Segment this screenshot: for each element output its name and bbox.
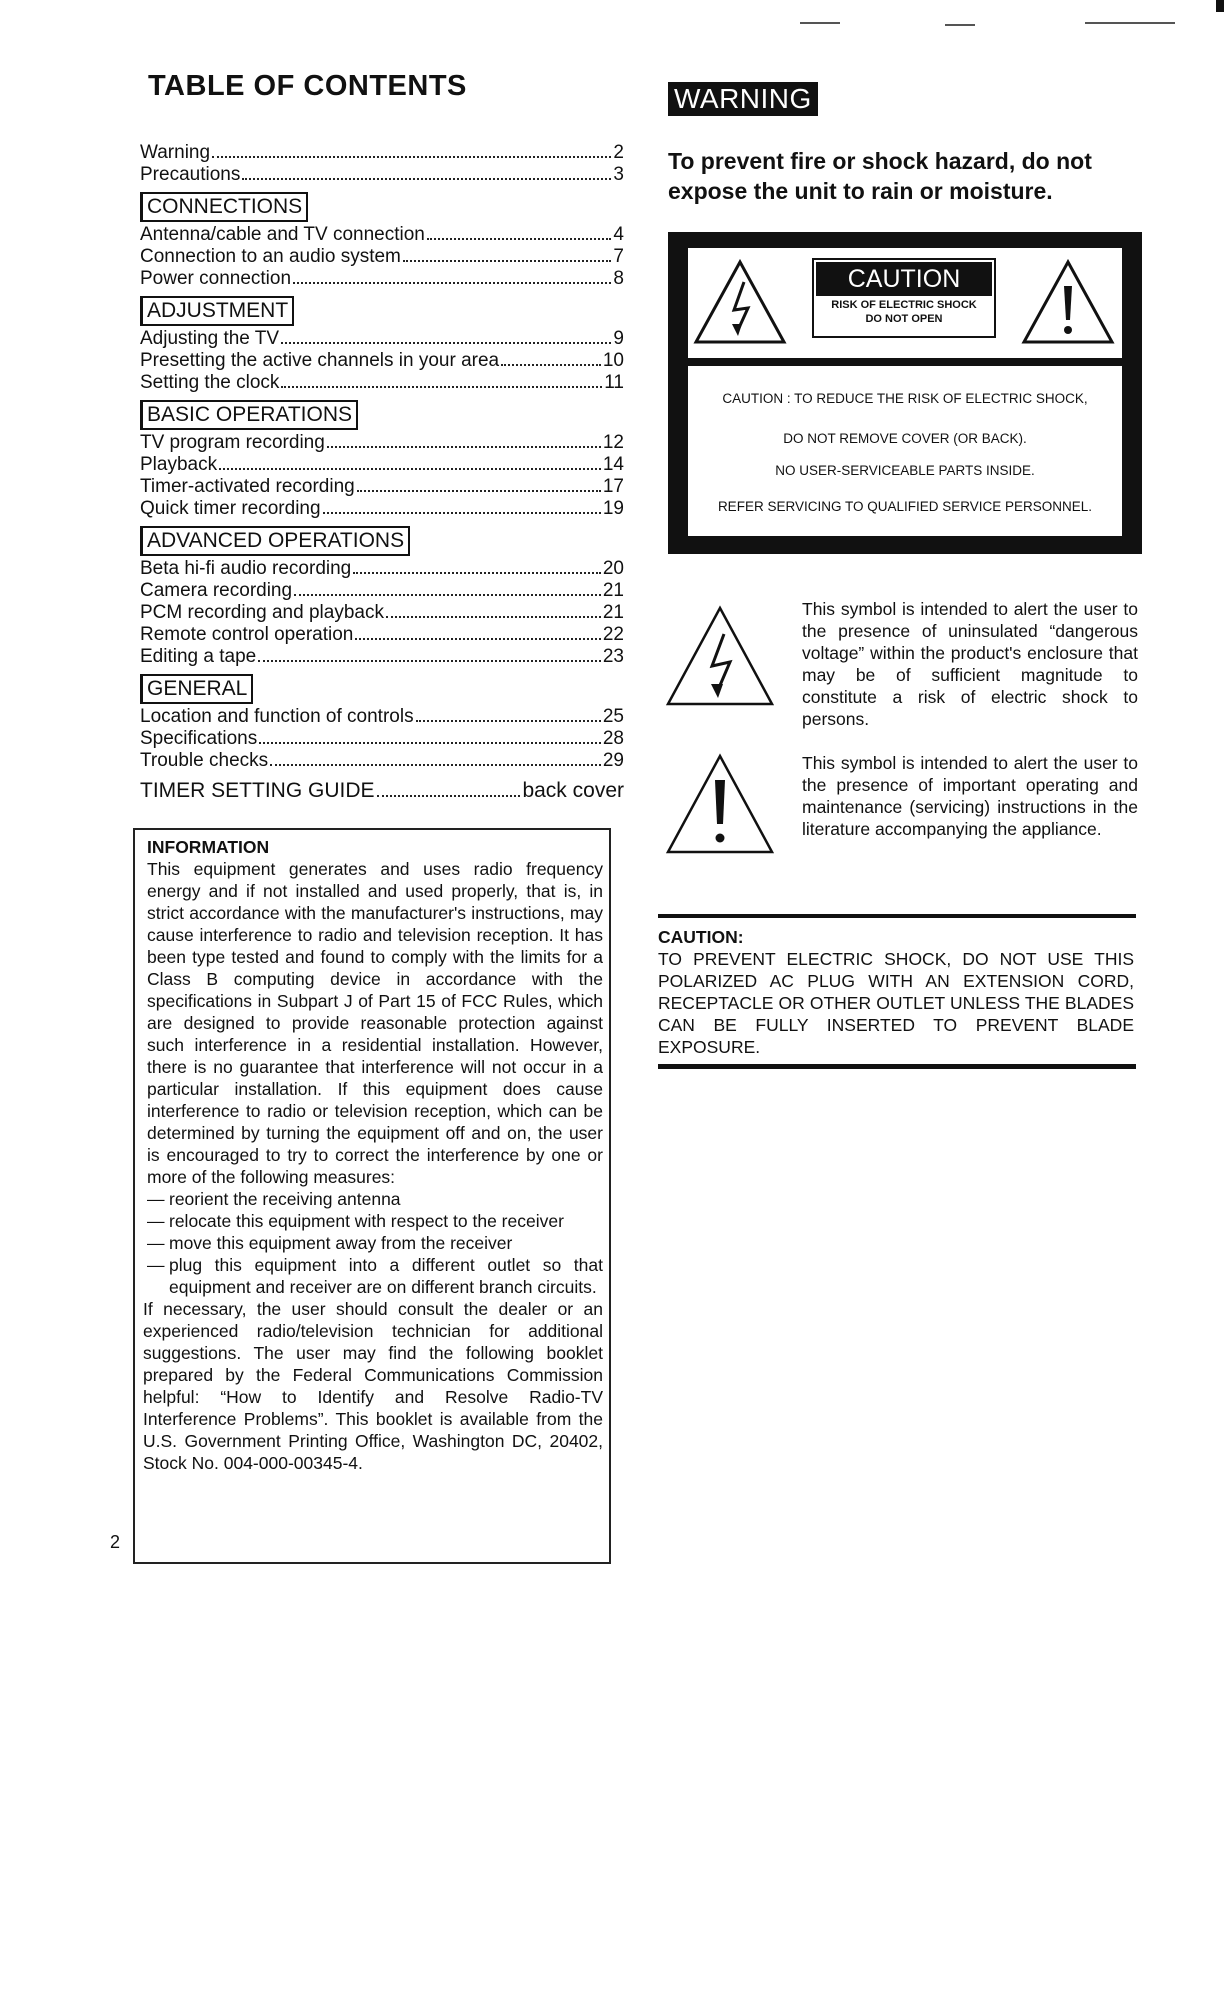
toc-entry-label: PCM recording and playback (140, 602, 384, 623)
toc-leader (386, 616, 601, 618)
toc-leader (242, 178, 611, 180)
divider (658, 914, 1136, 918)
toc-leader (327, 446, 601, 448)
toc-entry-label: TV program recording (140, 432, 325, 453)
toc-entry-page: 20 (602, 558, 624, 579)
toc-entry (140, 602, 624, 624)
warning-text: To prevent fire or shock hazard, do not expose the unit to rain or moisture. (668, 148, 1092, 204)
toc-entry-page: 21 (602, 580, 624, 601)
toc-section-heading: BASIC OPERATIONS (140, 400, 358, 430)
toc-leader (353, 572, 601, 574)
toc-entry-label: Setting the clock (140, 372, 280, 393)
toc-entry-page: 8 (613, 268, 624, 289)
toc-leader (259, 742, 601, 744)
measure-item (143, 1210, 603, 1232)
measure-text: plug this equipment into a different outlet so that equipment and receiver are on different branch circuits. (169, 1255, 603, 1297)
toc-entry (140, 224, 624, 246)
symbol1-text: This symbol is intended to alert the user to the presence of uninsulated “dangerous voltage” within the product's enclosure that may be of sufficient magnitude to constitute a risk of electric shock to persons. (802, 599, 1138, 729)
toc-entry-page: 19 (602, 498, 624, 519)
caution-line: CAUTION : TO REDUCE THE RISK OF ELECTRIC SHOCK, (722, 391, 1088, 406)
dash-bullet: — (147, 1255, 165, 1275)
caution-line: REFER SERVICING TO QUALIFIED SERVICE PERSONNEL. (717, 499, 1093, 514)
lightning-triangle-icon (692, 258, 788, 346)
toc-leader (403, 260, 612, 262)
measure-text: relocate this equipment with respect to the receiver (169, 1211, 564, 1231)
toc-leader (294, 594, 601, 596)
toc-entry-page: 21 (602, 602, 624, 623)
toc-entry-label: Quick timer recording (140, 498, 321, 519)
caution-plug-title: CAUTION: (658, 927, 744, 947)
table-of-contents (140, 142, 624, 804)
toc-entry (140, 646, 624, 668)
scan-mark (800, 22, 840, 24)
toc-entry-page: 14 (602, 454, 624, 475)
toc-entry (140, 750, 624, 772)
toc-entry (140, 432, 624, 454)
caution-label-line2: DO NOT OPEN (865, 313, 943, 325)
toc-entry-label: Antenna/cable and TV connection (140, 224, 425, 245)
toc-entry-label: Precautions (140, 164, 241, 185)
caution-line: DO NOT REMOVE COVER (OR BACK). (783, 431, 1027, 446)
caution-label-heading: CAUTION (816, 262, 992, 296)
page-number: 2 (110, 1532, 121, 1552)
scan-mark (1216, 0, 1224, 12)
caution-label-line1: RISK OF ELECTRIC SHOCK (831, 299, 977, 311)
toc-entry-page: 7 (613, 246, 624, 267)
lightning-triangle-icon (664, 604, 776, 708)
caution-text-panel (688, 366, 1122, 536)
toc-entry (140, 350, 624, 372)
toc-leader (270, 764, 601, 766)
toc-entry-label: Timer-activated recording (140, 476, 355, 497)
toc-entry (140, 268, 624, 290)
toc-entry (140, 454, 624, 476)
toc-entry-label: Camera recording (140, 580, 293, 601)
toc-entry-page: 17 (602, 476, 624, 497)
toc-entry (140, 624, 624, 646)
toc-entry (140, 706, 624, 728)
toc-leader (258, 660, 601, 662)
dash-bullet: — (147, 1211, 165, 1231)
exclamation-triangle-icon (664, 752, 776, 856)
toc-entry-label: Power connection (140, 268, 292, 289)
toc-entry (140, 476, 624, 498)
toc-entry-label: Remote control operation (140, 624, 354, 645)
toc-entry-label: Playback (140, 454, 218, 475)
toc-entry (140, 164, 624, 186)
toc-entry (140, 498, 624, 520)
warning-badge: WARNING (668, 82, 818, 116)
toc-leader (219, 468, 601, 470)
toc-entry-label: Trouble checks (140, 750, 269, 771)
measure-item (143, 1188, 603, 1210)
toc-entry-label: TIMER SETTING GUIDE (140, 779, 375, 802)
toc-leader (281, 386, 602, 388)
divider (658, 1064, 1136, 1069)
toc-entry (140, 778, 624, 804)
measure-text: reorient the receiving antenna (169, 1189, 401, 1209)
toc-entry-label: Presetting the active channels in your area (140, 350, 500, 371)
toc-entry (140, 142, 624, 164)
caution-plug-text: TO PREVENT ELECTRIC SHOCK, DO NOT USE THIS POLARIZED AC PLUG WITH AN EXTENSION CORD, RECEPTACLE OR OTHER OUTLET UNLESS THE BLADES CAN BE FULLY INSERTED TO PREVENT BLADE EXPOSURE. (658, 949, 1134, 1057)
toc-entry-label: Beta hi-fi audio recording (140, 558, 352, 579)
measure-text: move this equipment away from the receiver (169, 1233, 513, 1253)
measures-list (143, 1188, 603, 1298)
toc-entry-page: 3 (613, 164, 624, 185)
toc-entry-label: Connection to an audio system (140, 246, 401, 267)
caution-label (812, 258, 996, 338)
caution-plug-block (658, 926, 1134, 1058)
caution-line: NO USER-SERVICEABLE PARTS INSIDE. (775, 463, 1035, 478)
toc-leader (377, 795, 521, 797)
toc-leader (323, 512, 601, 514)
toc-entry-page: 2 (613, 142, 624, 163)
information-closing: If necessary, the user should consult the dealer or an experienced radio/television technician for additional suggestions. The user may find the following booklet prepared by the Federal Communications Commission helpful: “How to Identify and Resolve Radio-TV Interference Problems”. This booklet is available from the U.S. Government Printing Office, Washington DC, 20402, Stock No. 004-000-00345-4. (143, 1299, 603, 1473)
scan-mark (945, 24, 975, 26)
toc-leader (427, 238, 612, 240)
toc-entry-page: 12 (602, 432, 624, 453)
scan-mark (1085, 22, 1175, 24)
toc-entry-label: Warning (140, 142, 211, 163)
dash-bullet: — (147, 1189, 165, 1209)
toc-entry (140, 246, 624, 268)
dash-bullet: — (147, 1233, 165, 1253)
information-body: This equipment generates and uses radio frequency energy and if not installed and used properly, that is, in strict accordance with the manufacturer's instructions, may cause interference to radio and television reception. It has been type tested and found to comply with the limits for a Class B computing device in accordance with the specifications in Subpart J of Part 15 of FCC Rules, which are designed to provide reasonable protection against such interference in a residential installation. However, there is no guarantee that interference will not occur in a particular installation. If this equipment does cause interference to radio or television reception, which can be determined by turning the equipment off and on, the user is encouraged to try to correct the interference by one or more of the following measures: (147, 859, 603, 1187)
toc-entry-page: 23 (602, 646, 624, 667)
toc-section-heading: ADVANCED OPERATIONS (140, 526, 410, 556)
toc-entry (140, 372, 624, 394)
toc-leader (416, 720, 601, 722)
toc-leader (281, 342, 611, 344)
toc-entry-page: 22 (602, 624, 624, 645)
toc-entry-page: 29 (602, 750, 624, 771)
toc-entry-page: back cover (522, 779, 624, 802)
toc-title: TABLE OF CONTENTS (148, 70, 467, 102)
toc-leader (357, 490, 601, 492)
exclamation-triangle-icon (1020, 258, 1116, 346)
toc-entry-page: 28 (602, 728, 624, 749)
toc-leader (501, 364, 601, 366)
toc-entry (140, 558, 624, 580)
toc-leader (355, 638, 601, 640)
toc-entry-page: 25 (602, 706, 624, 727)
toc-entry (140, 328, 624, 350)
toc-entry-label: Editing a tape (140, 646, 257, 667)
toc-section-heading: ADJUSTMENT (140, 296, 294, 326)
symbol2-text: This symbol is intended to alert the user to the presence of important operating and maintenance (servicing) instructions in the literature accompanying the appliance. (802, 753, 1138, 839)
toc-entry-page: 10 (602, 350, 624, 371)
information-title: INFORMATION (147, 837, 270, 857)
toc-entry-page: 11 (604, 372, 624, 393)
toc-section-heading: CONNECTIONS (140, 192, 308, 222)
toc-entry-label: Location and function of controls (140, 706, 414, 727)
toc-leader (293, 282, 611, 284)
toc-entry-page: 4 (613, 224, 624, 245)
toc-section-heading: GENERAL (140, 674, 253, 704)
toc-entry-page: 9 (613, 328, 624, 349)
toc-entry-label: Specifications (140, 728, 258, 749)
toc-entry (140, 728, 624, 750)
measure-item (143, 1232, 603, 1254)
toc-entry-label: Adjusting the TV (140, 328, 280, 349)
toc-leader (212, 156, 611, 158)
measure-item (143, 1254, 603, 1298)
toc-entry (140, 580, 624, 602)
information-box (133, 828, 611, 1564)
